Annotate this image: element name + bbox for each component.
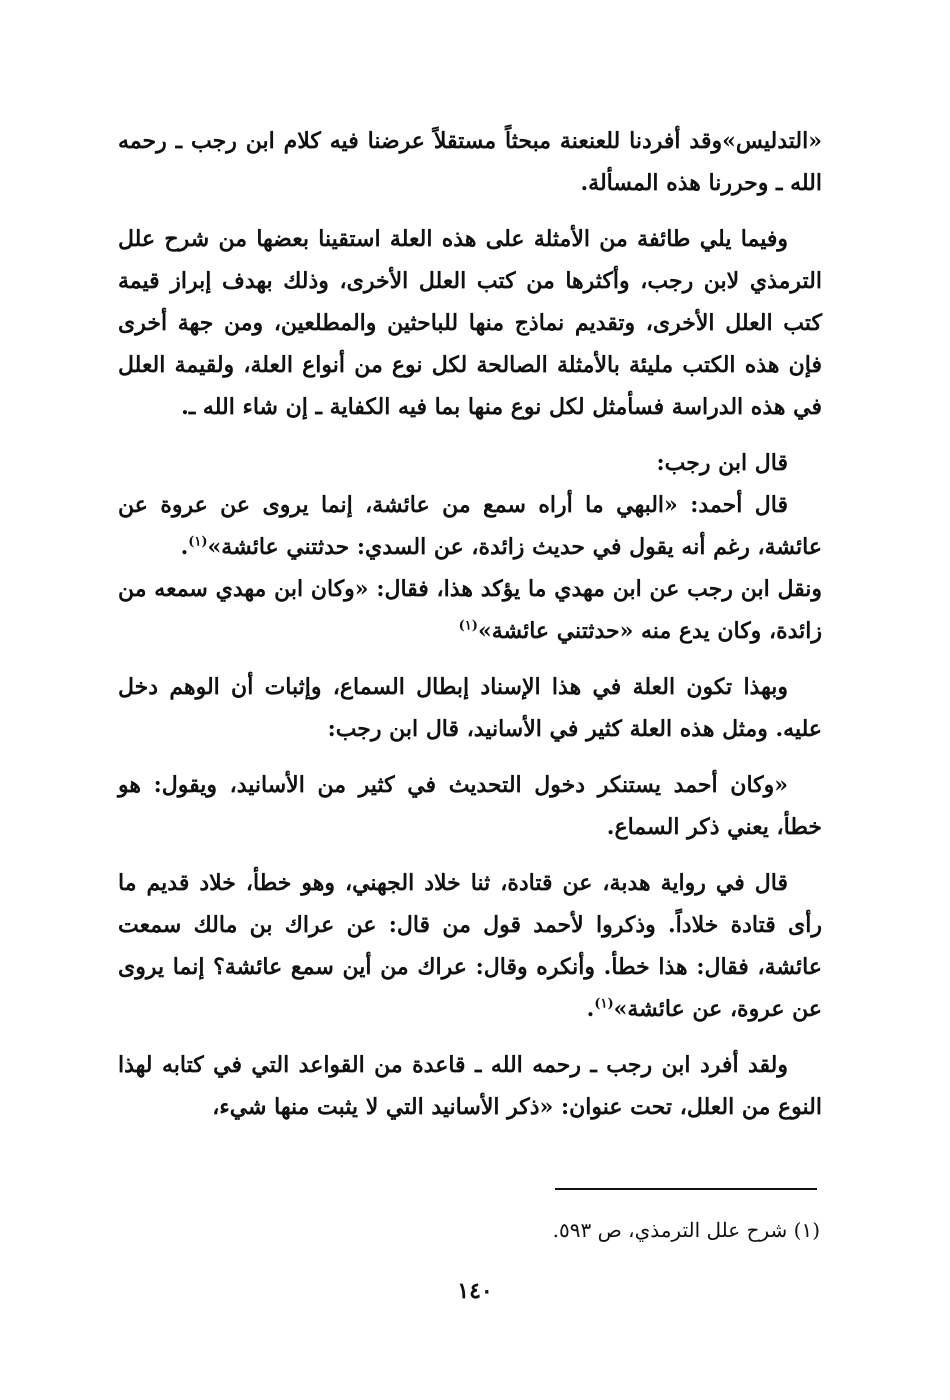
footnote-ref: (١) bbox=[188, 534, 208, 550]
paragraph-text: قال أحمد: «البهي ما أراه سمع من عائشة، إنما يروى عن عروة عن عائشة، رغم أنه يقول في حديث زائدة، عن السدي: حدثتني عائشة» bbox=[118, 492, 822, 560]
paragraph bbox=[118, 666, 822, 750]
paragraph-text: «وكان أحمد يستنكر دخول التحديث في كثير من الأسانيد، ويقول: هو خطأ، يعني ذكر السماع. bbox=[118, 772, 822, 840]
paragraph-text: ولقد أفرد ابن رجب ـ رحمه الله ـ قاعدة من القواعد التي في كتابه لهذا النوع من العلل، تحت عنوان: «ذكر الأسانيد التي لا يثبت منها شيء، bbox=[118, 1052, 822, 1120]
paragraph-text: وفيما يلي طائفة من الأمثلة على هذه العلة استقينا بعضها من شرح علل الترمذي لابن رجب، وأكثرها من كتب العلل الأخرى، وذلك بهدف إبراز قيمة كتب العلل الأخرى، وتقديم نماذج منها للباحثين والمطلعين، ومن جهة أخرى فإن هذه الكتب مليئة بالأمثلة الصالحة لكل نوع من أنواع العلة، ولقيمة العلل في هذه الدراسة فسأمثل لكل نوع منها بما فيه الكفاية ـ إن شاء الله ـ. bbox=[118, 226, 822, 420]
main-text bbox=[118, 120, 822, 1142]
paragraph-tail: . bbox=[586, 996, 595, 1022]
footnote: (١) شرح علل الترمذي، ص ٥٩٣. bbox=[552, 1218, 820, 1242]
footnote-ref: (١) bbox=[594, 996, 614, 1012]
paragraph-tail: . bbox=[180, 534, 189, 560]
heading-text: قال ابن رجب: bbox=[656, 450, 788, 476]
paragraph bbox=[118, 568, 822, 652]
footnote-ref: (١) bbox=[458, 618, 478, 634]
paragraph-text: قال في رواية هدبة، عن قتادة، ثنا خلاد الجهني، وهو خطأ، خلاد قديم ما رأى قتادة خلاداً. وذكروا لأحمد قول من قال: عن عراك بن مالك سمعت عائشة، فقال: هذا خطأ. وأنكره وقال: عراك من أين سمع عائشة؟ إنما يروى عن عروة، عن عائشة» bbox=[118, 870, 822, 1022]
paragraph bbox=[118, 1044, 822, 1128]
quote-paragraph bbox=[118, 484, 822, 568]
paragraph-text: «التدليس»وقد أفردنا للعنعنة مبحثاً مستقلاً عرضنا فيه كلام ابن رجب ـ رحمه الله ـ وحررنا هذه المسألة. bbox=[118, 128, 822, 196]
paragraph-text: ونقل ابن رجب عن ابن مهدي ما يؤكد هذا، فقال: «وكان ابن مهدي سمعه من زائدة، وكان يدع منه «حدثتني عائشة» bbox=[118, 576, 822, 644]
paragraph bbox=[118, 120, 822, 204]
quote-paragraph bbox=[118, 764, 822, 848]
footnote-divider bbox=[555, 1188, 817, 1190]
section-heading bbox=[118, 442, 822, 484]
paragraph bbox=[118, 218, 822, 428]
paragraph-text: وبهذا تكون العلة في هذا الإسناد إبطال السماع، وإثبات أن الوهم دخل عليه. ومثل هذه العلة كثير في الأسانيد، قال ابن رجب: bbox=[118, 674, 822, 742]
paragraph bbox=[118, 862, 822, 1030]
page-number: ١٤٠ bbox=[457, 1278, 493, 1304]
